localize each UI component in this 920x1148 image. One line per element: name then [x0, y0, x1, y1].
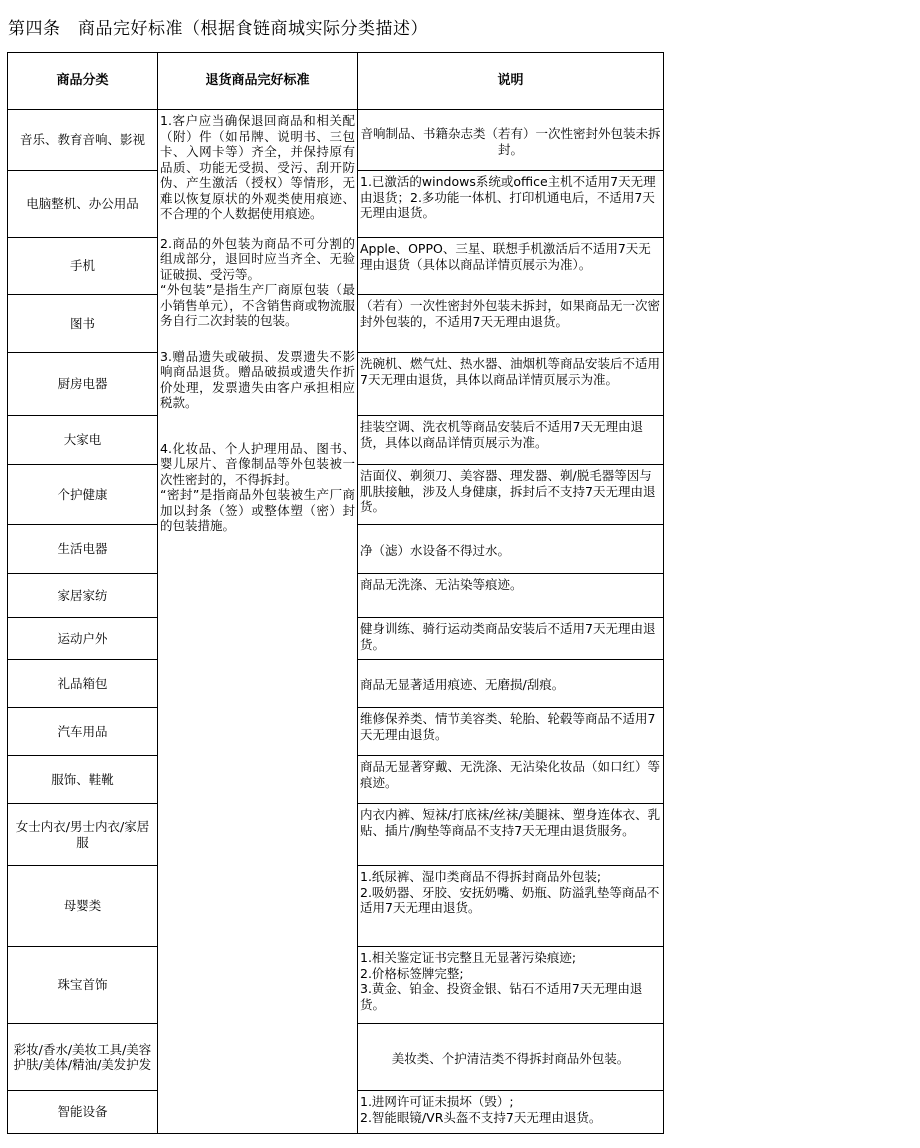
category-cell: 生活电器: [8, 525, 158, 574]
note-cell: 美妆类、个护清洁类不得拆封商品外包装。: [358, 1024, 664, 1091]
standard-paragraph: 4.化妆品、个人护理用品、图书、婴儿尿片、音像制品等外包装被一次性密封的，不得拆封。 “密封”是指商品外包装被生产厂商加以封条（签）或整体塑（密）封的包装措施。: [160, 440, 355, 533]
note-cell: 维修保养类、情节美容类、轮胎、轮毂等商品不适用7天无理由退货。: [358, 708, 664, 756]
header-note: 说明: [358, 53, 664, 110]
category-cell: 个护健康: [8, 465, 158, 525]
note-cell: 音响制品、书籍杂志类（若有）一次性密封外包装未拆封。: [358, 110, 664, 171]
category-cell: 运动户外: [8, 618, 158, 660]
standard-paragraph: 1.客户应当确保退回商品和相关配（附）件（如吊牌、说明书、三包卡、入网卡等）齐全，并保持原有品质、功能无受损、受污、刮开防伪、产生激活（授权）等情形，无难以恢复原状的外观类使用痕迹、不合理的个人数据使用痕迹。: [160, 113, 355, 221]
category-cell: 女士内衣/男士内衣/家居服: [8, 804, 158, 866]
category-cell: 服饰、鞋靴: [8, 756, 158, 804]
standard-cell: [158, 110, 358, 1134]
note-cell: 1.进网许可证未损坏（毁）; 2.智能眼镜/VR头盔不支持7天无理由退货。: [358, 1091, 664, 1134]
note-cell: 商品无显著适用痕迹、无磨损/刮痕。: [358, 660, 664, 708]
note-cell: 商品无显著穿戴、无洗涤、无沾染化妆品（如口红）等痕迹。: [358, 756, 664, 804]
standard-paragraph: 2.商品的外包装为商品不可分割的组成部分，退回时应当齐全、无验证破损、受污等。 “外包装”是指生产厂商原包装（最小销售单元），不含销售商或物流服务自行二次封装的包装。: [160, 235, 355, 328]
note-cell: 洗碗机、燃气灶、热水器、油烟机等商品安装后不适用7天无理由退货，具体以商品详情页展示为准。: [358, 353, 664, 416]
category-cell: 珠宝首饰: [8, 947, 158, 1024]
note-cell: 健身训练、骑行运动类商品安装后不适用7天无理由退货。: [358, 618, 664, 660]
note-cell: 洁面仪、剃须刀、美容器、理发器、剃/脱毛器等因与肌肤接触，涉及人身健康，拆封后不支持7天无理由退货。: [358, 465, 664, 525]
standards-table: [7, 52, 664, 1134]
category-cell: 手机: [8, 238, 158, 295]
category-cell: 电脑整机、办公用品: [8, 171, 158, 238]
header-category: 商品分类: [8, 53, 158, 110]
note-cell: 1.已激活的windows系统或office主机不适用7天无理由退货；2.多功能一体机、打印机通电后，不适用7天无理由退货。: [358, 171, 664, 238]
category-cell: 彩妆/香水/美妆工具/美容护肤/美体/精油/美发护发: [8, 1024, 158, 1091]
note-cell: （若有）一次性密封外包装未拆封，如果商品无一次密封外包装的，不适用7天无理由退货。: [358, 295, 664, 353]
standard-paragraph: 3.赠品遗失或破损、发票遗失不影响商品退货。赠品破损或遗失作折价处理，发票遗失由客户承担相应税款。: [160, 348, 355, 410]
category-cell: 家居家纺: [8, 574, 158, 618]
table-header-row: [8, 53, 664, 110]
category-cell: 图书: [8, 295, 158, 353]
category-cell: 厨房电器: [8, 353, 158, 416]
note-cell: 1.纸尿裤、湿巾类商品不得拆封商品外包装; 2.吸奶器、牙胶、安抚奶嘴、奶瓶、防溢乳垫等商品不适用7天无理由退货。: [358, 866, 664, 947]
category-cell: 大家电: [8, 416, 158, 465]
note-cell: 1.相关鉴定证书完整且无显著污染痕迹; 2.价格标签牌完整; 3.黄金、铂金、投资金银、钻石不适用7天无理由退货。: [358, 947, 664, 1024]
note-cell: 净（滤）水设备不得过水。: [358, 525, 664, 574]
page-title: 第四条 商品完好标准（根据食链商城实际分类描述）: [8, 19, 428, 39]
category-cell: 智能设备: [8, 1091, 158, 1134]
category-cell: 汽车用品: [8, 708, 158, 756]
note-cell: 商品无洗涤、无沾染等痕迹。: [358, 574, 664, 618]
note-cell: 内衣内裤、短袜/打底袜/丝袜/美腿袜、塑身连体衣、乳贴、插片/胸垫等商品不支持7天无理由退货服务。: [358, 804, 664, 866]
header-standard: 退货商品完好标准: [158, 53, 358, 110]
table-row: [8, 110, 664, 171]
category-cell: 音乐、教育音响、影视: [8, 110, 158, 171]
category-cell: 礼品箱包: [8, 660, 158, 708]
note-cell: Apple、OPPO、三星、联想手机激活后不适用7天无理由退货（具体以商品详情页展示为准）。: [358, 238, 664, 295]
category-cell: 母婴类: [8, 866, 158, 947]
note-cell: 挂装空调、洗衣机等商品安装后不适用7天无理由退货，具体以商品详情页展示为准。: [358, 416, 664, 465]
